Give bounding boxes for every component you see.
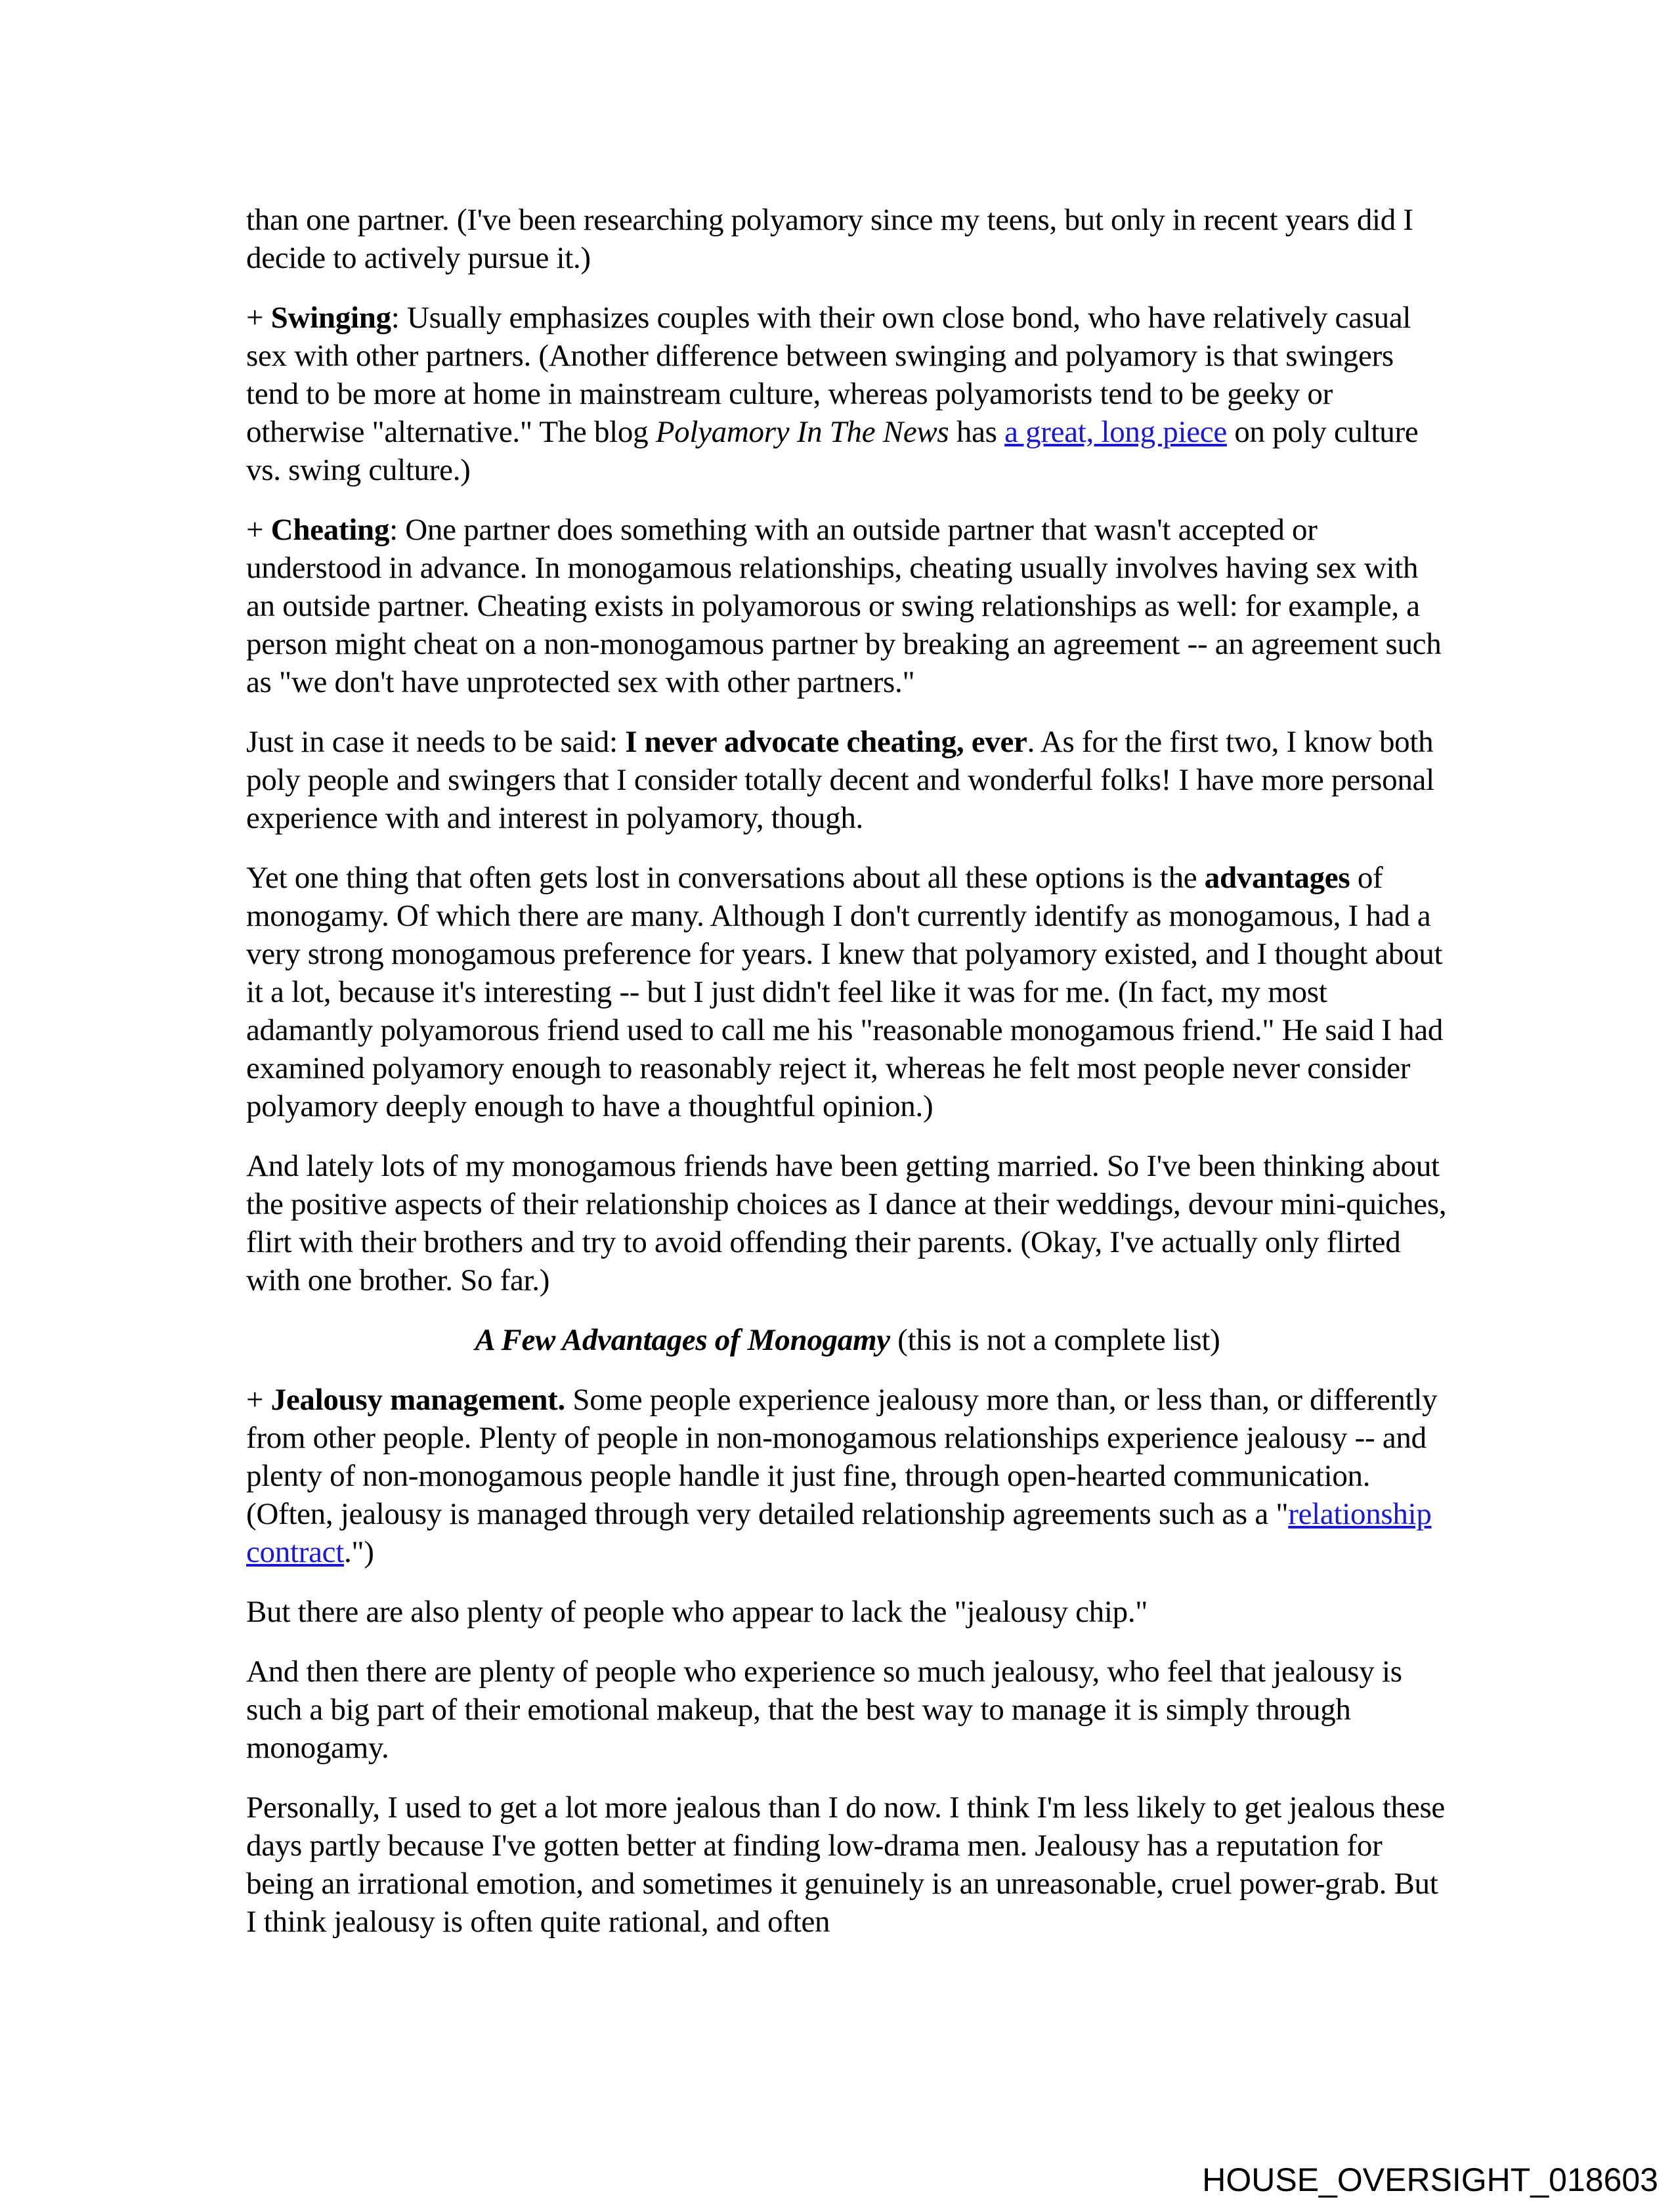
para-jealousy-chip	[246, 1593, 1449, 1631]
text-run: (this is not a complete list)	[890, 1323, 1220, 1357]
text-run: But there are also plenty of people who appear to lack the "jealousy chip."	[246, 1595, 1148, 1629]
text-run: And then there are plenty of people who experience so much jealousy, who feel that jealousy is such a big part of their emotional makeup, that the best way to manage it is simply through monogamy.	[246, 1655, 1402, 1765]
text-run: Polyamory In The News	[655, 415, 949, 449]
para-jealousy-management	[246, 1381, 1449, 1571]
para-advantages-of-monogamy	[246, 859, 1449, 1125]
text-run: of monogamy. Of which there are many. Although I don't currently identify as monogamous, I had a very strong monogamous preference for years. I knew that polyamory existed, and I thought about it a lot, because it's interesting -- but I just didn't feel like it was for me. (In fact, my most adamantly polyamorous friend used to call me his "reasonable monogamous friend." He said I had examined polyamory enough to reasonably reject it, whereas he felt most people never consider polyamory deeply enough to have a thoughtful opinion.)	[246, 861, 1444, 1123]
text-run: Yet one thing that often gets lost in conversations about all these options is the	[246, 861, 1205, 895]
para-swinging	[246, 299, 1449, 489]
para-never-advocate	[246, 723, 1449, 837]
text-run: +	[246, 301, 271, 335]
text-run: Personally, I used to get a lot more jealous than I do now. I think I'm less likely to get jealous these days partly because I've gotten better at finding low-drama men. Jealousy has a reputation for being an irrational emotion, and sometimes it genuinely is an unreasonable, cruel power-grab. But I think jealousy is often quite rational, and often	[246, 1790, 1445, 1939]
text-run: +	[246, 1383, 271, 1417]
para-continuation	[246, 201, 1449, 277]
text-run: +	[246, 513, 271, 547]
document-body	[246, 201, 1449, 1963]
text-run: Just in case it needs to be said:	[246, 725, 626, 759]
text-run: Some people experience jealousy more than, or less than, or differently from other people. Plenty of people in non-monogamous relationships experience jealousy -- and plenty of non-monogamous people handle it just fine, through open-hearted communication. (Often, jealousy is managed through very detailed relationship agreements such as a "	[246, 1383, 1438, 1531]
text-run: : One partner does something with an outside partner that wasn't accepted or understood in advance. In monogamous relationships, cheating usually involves having sex with an outside partner. Cheating exists in polyamorous or swing relationships as well: for example, a person might cheat on a non-monogamous partner by breaking an agreement -- an agreement such as "we don't have unprotected sex with other partners."	[246, 513, 1442, 699]
relationship-contract-link[interactable]: relationship contract	[246, 1497, 1432, 1569]
text-run: Jealousy management.	[270, 1383, 565, 1417]
text-run: I never advocate cheating, ever	[625, 725, 1027, 759]
text-run: Cheating	[270, 513, 390, 547]
text-run: Swinging	[270, 301, 391, 335]
text-run: . As for the first two, I know both poly people and swingers that I consider totally decent and wonderful folks! I have more personal experience with and interest in polyamory, though.	[246, 725, 1434, 835]
heading-few-advantages	[246, 1321, 1449, 1359]
great-long-piece-link[interactable]: a great, long piece	[1004, 415, 1227, 449]
text-run: than one partner. (I've been researching polyamory since my teens, but only in recent years did I decide to actively pursue it.)	[246, 203, 1413, 275]
text-run: A Few Advantages of Monogamy	[475, 1323, 890, 1357]
para-much-jealousy	[246, 1653, 1449, 1767]
para-cheating	[246, 511, 1449, 701]
para-weddings	[246, 1147, 1449, 1299]
text-run: : Usually emphasizes couples with their own close bond, who have relatively casual sex with other partners. (Another difference between swinging and polyamory is that swingers tend to be more at home in mainstream culture, whereas polyamorists tend to be geeky or otherwise "alternative." The blog	[246, 301, 1411, 449]
text-run: .")	[343, 1535, 374, 1569]
para-personally	[246, 1789, 1449, 1941]
bates-number: HOUSE_OVERSIGHT_018603	[1202, 2161, 1658, 2198]
text-run: has	[949, 415, 1005, 449]
text-run: And lately lots of my monogamous friends have been getting married. So I've been thinking about the positive aspects of their relationship choices as I dance at their weddings, devour mini-quiches, flirt with their brothers and try to avoid offending their parents. (Okay, I've actually only flirted with one brother. So far.)	[246, 1149, 1447, 1297]
text-run: on poly culture vs. swing culture.)	[246, 415, 1419, 487]
text-run: advantages	[1204, 861, 1350, 895]
